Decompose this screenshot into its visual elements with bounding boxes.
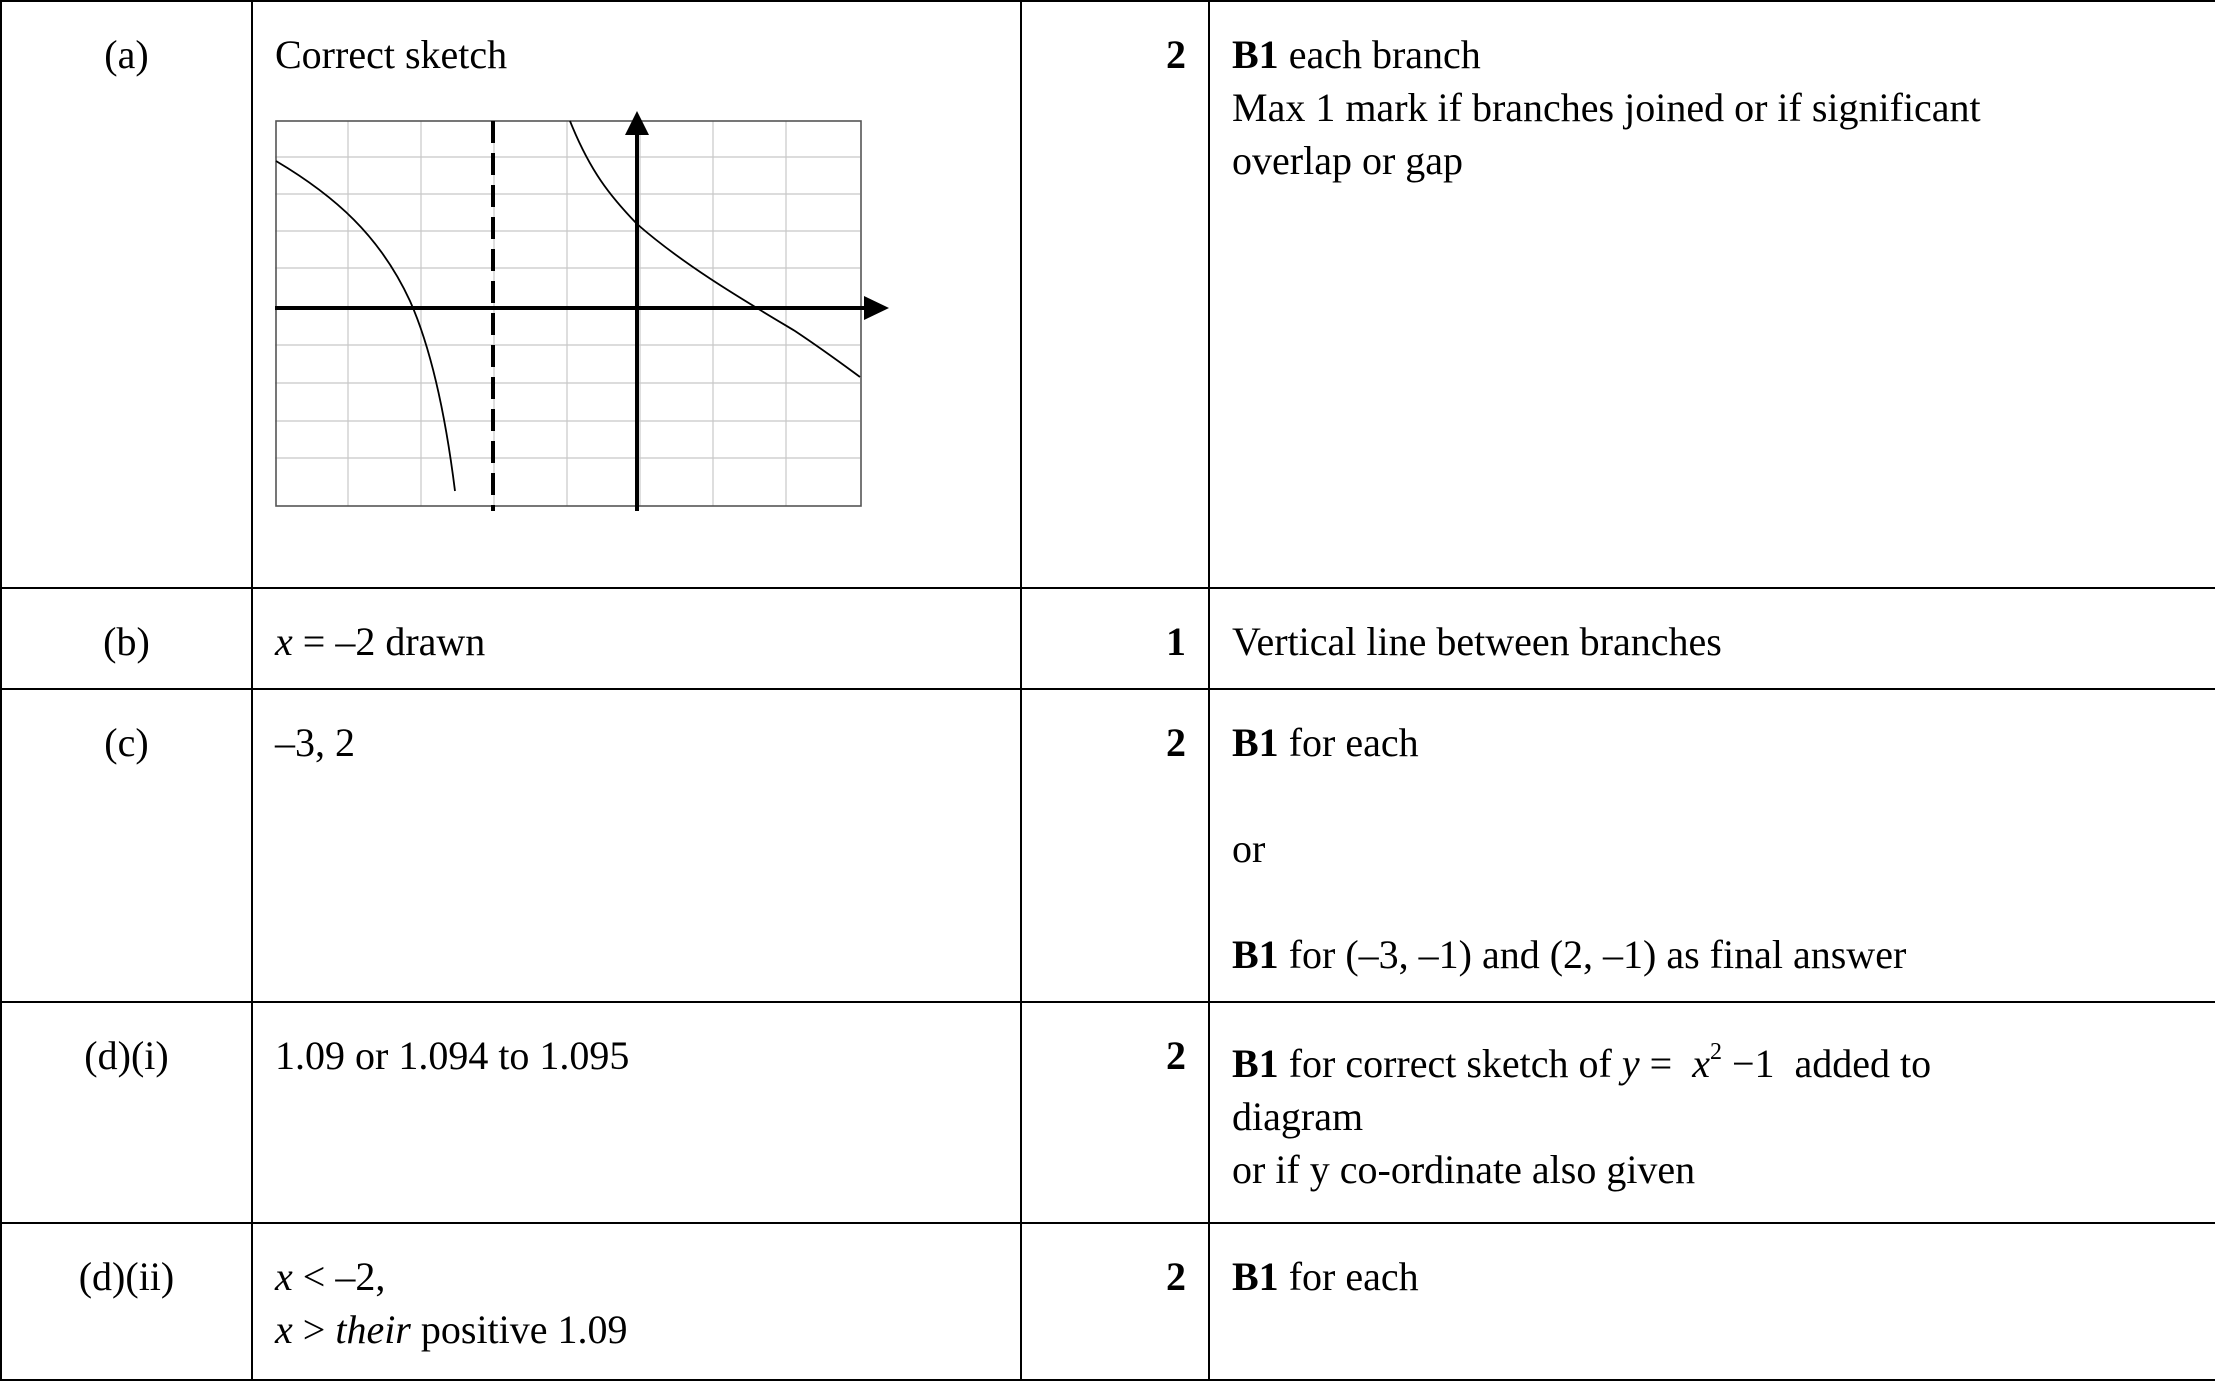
mark-cell: 2 [1021, 689, 1209, 1002]
answer-text: 1.09 or 1.094 to 1.095 [275, 1033, 630, 1078]
mark-cell: 2 [1021, 1, 1209, 588]
guidance-line-1: B1 for each [1232, 720, 1419, 765]
row-d-ii [1, 1223, 2215, 1380]
part-label: (b) [1, 588, 252, 689]
part-label: (d)(i) [1, 1002, 252, 1223]
right-branch [570, 121, 860, 377]
guidance-cell [1209, 689, 2215, 1002]
row-d-i [1, 1002, 2215, 1223]
answer-cell [252, 1002, 1021, 1223]
answer-line-1: x < –2, [275, 1254, 386, 1299]
guidance-line-3: overlap or gap [1232, 138, 1464, 183]
part-label: (a) [1, 1, 252, 588]
answer-line-2: x > their positive 1.09 [275, 1307, 628, 1352]
sketch-graph [275, 111, 895, 521]
guidance-text: Vertical line between branches [1232, 619, 1722, 664]
mark-cell: 2 [1021, 1223, 1209, 1380]
guidance-cell [1209, 1223, 2215, 1380]
answer-text: –3, 2 [275, 720, 355, 765]
answer-text: Correct sketch [275, 32, 508, 77]
answer-cell [252, 1, 1021, 588]
row-a [1, 1, 2215, 588]
guidance-cell [1209, 1, 2215, 588]
x-axis-arrow-icon [864, 296, 889, 320]
y-axis-arrow-icon [625, 111, 649, 135]
guidance-or: or [1232, 826, 1266, 871]
guidance-line-3: or if y co-ordinate also given [1232, 1147, 1696, 1192]
guidance-line-1: B1 for correct sketch of $y = x^2 -1$ added to [1232, 1039, 1932, 1086]
part-label: (d)(ii) [1, 1223, 252, 1380]
answer-cell [252, 588, 1021, 689]
row-b [1, 588, 2215, 689]
mark-cell: 1 [1021, 588, 1209, 689]
answer-cell [252, 1223, 1021, 1380]
answer-cell [252, 689, 1021, 1002]
part-label: (c) [1, 689, 252, 1002]
guidance-cell [1209, 1002, 2215, 1223]
guidance-line-2: diagram [1232, 1094, 1364, 1139]
guidance-line-2: B1 for (–3, –1) and (2, –1) as final answer [1232, 932, 1907, 977]
guidance-line-2: Max 1 mark if branches joined or if significant [1232, 85, 1981, 130]
guidance-text: B1 for each [1232, 1254, 1419, 1299]
guidance-line-1: B1 each branch [1232, 32, 1481, 77]
grid [275, 121, 860, 506]
answer-text: x = –2 drawn [275, 619, 486, 664]
left-branch [276, 161, 455, 491]
graph-border [276, 121, 861, 506]
row-c [1, 689, 2215, 1002]
mark-cell: 2 [1021, 1002, 1209, 1223]
guidance-cell [1209, 588, 2215, 689]
